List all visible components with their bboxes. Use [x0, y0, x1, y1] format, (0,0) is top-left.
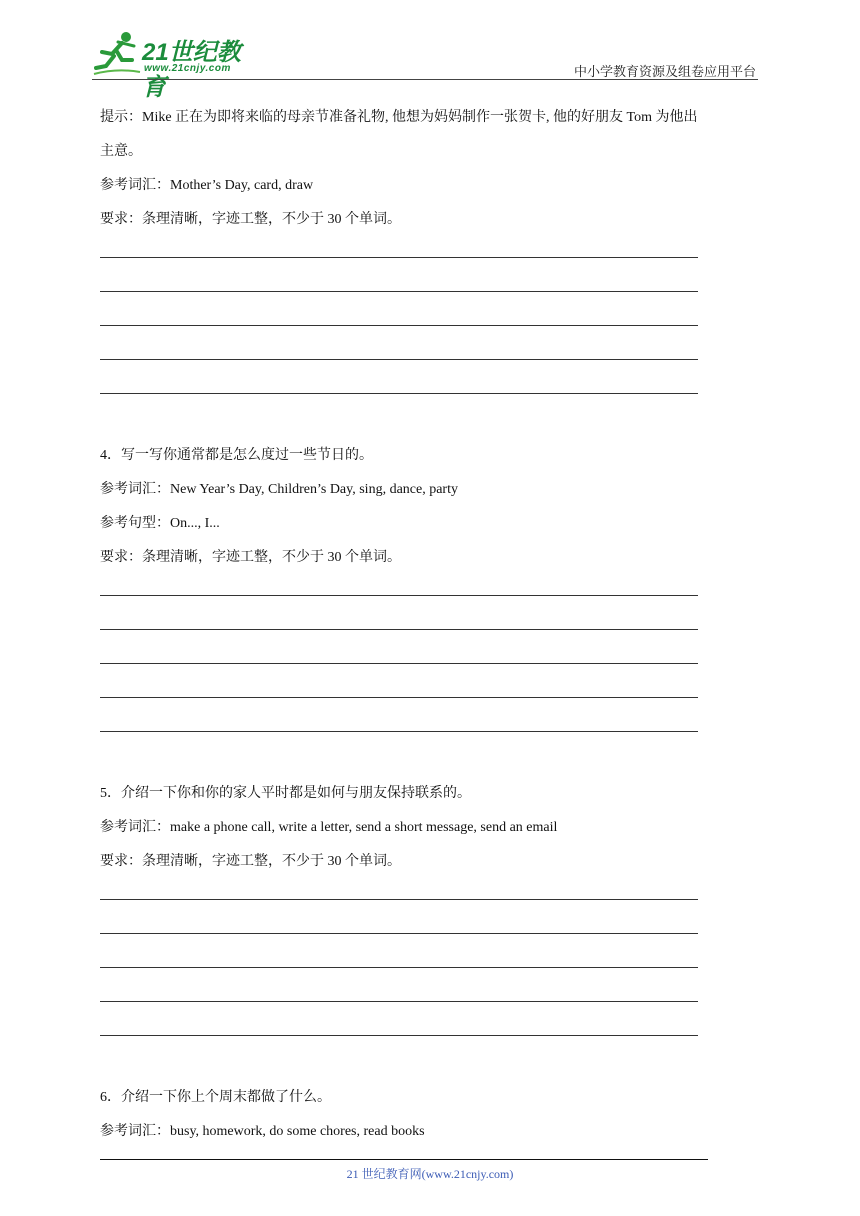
q4-requirement: 要求：条理清晰，字迹工整，不少于 30 个单词。 [100, 550, 401, 565]
answer-line[interactable] [100, 359, 698, 360]
answer-line[interactable] [100, 325, 698, 326]
answer-line[interactable] [100, 663, 698, 664]
answer-line[interactable] [100, 629, 698, 630]
q3-hint-line2: 主意。 [100, 144, 142, 159]
answer-line[interactable] [100, 731, 698, 732]
answer-line[interactable] [100, 1001, 698, 1002]
q3-hint-line1: 提示：Mike 正在为即将来临的母亲节准备礼物, 他想为妈妈制作一张贺卡, 他的好朋友 Tom 为他出 [100, 110, 698, 125]
logo [92, 30, 262, 101]
q5-vocab: 参考词汇：make a phone call, write a letter, send a short message, send an email [100, 820, 558, 835]
running-figure-icon [92, 30, 142, 76]
answer-line[interactable] [100, 257, 698, 258]
logo-url: www.21cnjy.com [144, 63, 231, 74]
answer-line[interactable] [100, 933, 698, 934]
platform-name: 中小学教育资源及组卷应用平台 [573, 65, 756, 80]
answer-line[interactable] [100, 967, 698, 968]
q3-requirement: 要求：条理清晰，字迹工整，不少于 30 个单词。 [100, 212, 401, 227]
answer-line[interactable] [100, 291, 698, 292]
footer-text: 21 世纪教育网(www.21cnjy.com) [346, 1167, 514, 1181]
answer-line[interactable] [100, 1035, 698, 1036]
q4-title: 4．写一写你通常都是怎么度过一些节日的。 [100, 448, 373, 463]
q5-requirement: 要求：条理清晰，字迹工整，不少于 30 个单词。 [100, 854, 401, 869]
page-header [0, 0, 860, 101]
q4-vocab: 参考词汇：New Year’s Day, Children’s Day, sing, dance, party [100, 482, 458, 497]
logo-text: 21世纪教育 [142, 39, 241, 101]
q6-title: 6．介绍一下你上个周末都做了什么。 [100, 1090, 331, 1105]
q5-title: 5．介绍一下你和你的家人平时都是如何与朋友保持联系的。 [100, 786, 471, 801]
answer-line[interactable] [100, 393, 698, 394]
answer-line[interactable] [100, 697, 698, 698]
q3-vocab: 参考词汇：Mother’s Day, card, draw [100, 178, 314, 193]
q4-pattern: 参考句型：On..., I... [100, 516, 220, 531]
q6-vocab: 参考词汇：busy, homework, do some chores, read books [100, 1124, 425, 1139]
header-divider [92, 79, 758, 80]
answer-line[interactable] [100, 595, 698, 596]
footer-divider [100, 1159, 708, 1160]
answer-line[interactable] [100, 899, 698, 900]
